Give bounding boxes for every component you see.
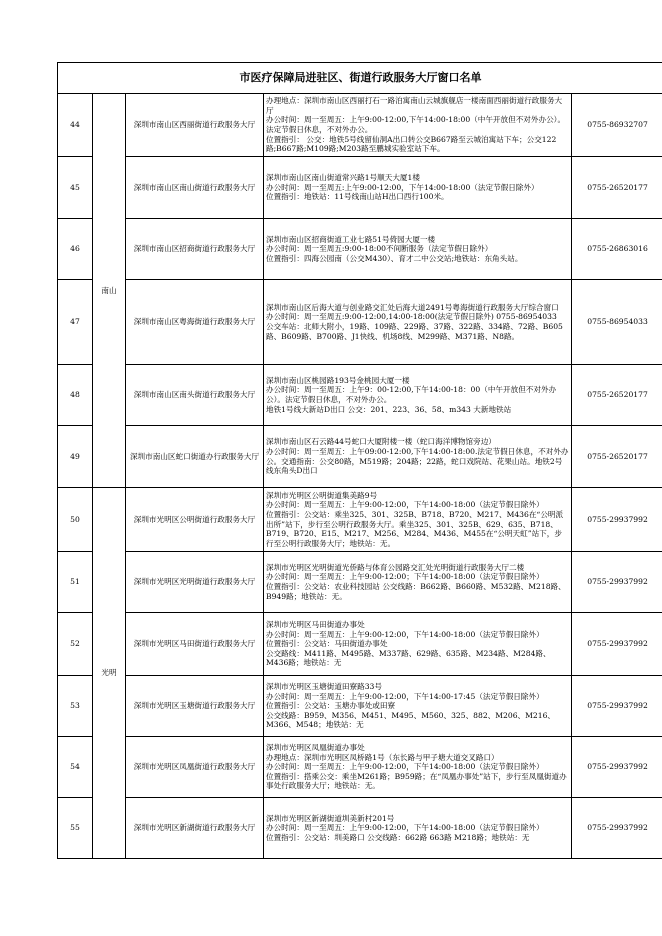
hall-name: 深圳市光明区光明街道行政服务大厅 (126, 552, 264, 613)
detail-line: 办公时间：周一至周五:9:00-18:00不间断服务（法定节假日除外） (266, 244, 493, 254)
phone-number: 0755-29937992 (572, 737, 662, 798)
row-number: 55 (58, 798, 93, 859)
phone-number: 0755-29937992 (572, 552, 662, 613)
table-row (58, 280, 662, 365)
detail-line: 位置指引：公交站：乘坐325、301、325B、B718、B720、M217、M436在“公明派出所”站下，步行至公明行政服务大厅。乘坐325、301、325B、629、635、B718、B719、B720、E15、M217、M256、M284、M436、M455在“公明天虹”站下，步行至公明行政服务大厅；地铁站：无。 (266, 509, 564, 548)
hall-details (264, 676, 572, 737)
table-row (58, 552, 662, 613)
hall-name: 深圳市光明区公明街道行政服务大厅 (126, 488, 264, 552)
detail-line: 办公时间：周一至周五：上午9:00-12:00，下午14:00-18:00（法定节假日除外） (266, 762, 544, 772)
table-row (58, 676, 662, 737)
row-number: 44 (58, 94, 93, 157)
row-number: 49 (58, 426, 93, 488)
table-row (58, 488, 662, 552)
hall-name: 深圳市南山区招商街道行政服务大厅 (126, 219, 264, 280)
hall-details (264, 798, 572, 859)
detail-line: 办公时间：周一至周五:上午9:00-12:00，下午14:00-18:00（法定节假日除外） (266, 182, 539, 192)
detail-line: 深圳市光明区马田街道办事处 (266, 620, 365, 630)
phone-number: 0755-26520177 (572, 365, 662, 426)
phone-number: 0755-86954033 (572, 280, 662, 365)
detail-line: 位置指引：搭乘公交：乘坐M261路；B959路；在“凤凰办事处”站下，步行至凤凰街道办事处行政服务大厅；地铁站：无。 (266, 771, 567, 791)
detail-line: 位置指引：公交站：圳美路口 公交线路：662路 663路 M218路；地铁站：无 (266, 832, 530, 842)
hall-details (264, 157, 572, 219)
row-number: 53 (58, 676, 93, 737)
detail-line: 办公时间：周一至周五：上午9:00-12:00，下午14:00-18:00（法定节假日除外） (266, 629, 544, 639)
hall-details (264, 426, 572, 488)
detail-line: 深圳市南山区石云路44号蛇口大厦附楼一楼（蛇口海洋博物馆旁边） (266, 437, 496, 447)
detail-line: 深圳市光明区新湖街道圳美新村201号 (266, 813, 395, 823)
detail-line: 地铁1号线大新站D出口 公交：201、223、36、58、m343 大新地铁站 (266, 404, 512, 414)
phone-number: 0755-26520177 (572, 157, 662, 219)
district-cell: 南山 (93, 94, 126, 488)
row-number: 50 (58, 488, 93, 552)
hall-name: 深圳市光明区凤凰街道行政服务大厅 (126, 737, 264, 798)
detail-line: 办公时间：周一至周五：上午9:00-12:00；下午14:00-18:00（法定节假日除外） (266, 572, 544, 582)
row-number: 48 (58, 365, 93, 426)
phone-number: 0755-29937992 (572, 676, 662, 737)
table-row (58, 157, 662, 219)
table-row (58, 219, 662, 280)
service-hall-table (57, 62, 662, 859)
row-number: 45 (58, 157, 93, 219)
phone-number: 0755-29937992 (572, 613, 662, 676)
hall-name: 深圳市南山区粤海街道行政服务大厅 (126, 280, 264, 365)
table-row (58, 426, 662, 488)
phone-number: 0755-26520177 (572, 426, 662, 488)
hall-details (264, 488, 572, 552)
hall-name: 深圳市光明区新湖街道行政服务大厅 (126, 798, 264, 859)
hall-name: 深圳市南山区南山街道行政服务大厅 (126, 157, 264, 219)
hall-details (264, 613, 572, 676)
table-row (58, 365, 662, 426)
table-row (58, 94, 662, 157)
hall-name: 深圳市南山区南头街道行政服务大厅 (126, 365, 264, 426)
phone-number: 0755-29937992 (572, 798, 662, 859)
detail-line: 深圳市南山区招商街道工业七路51号倚园大厦一楼 (266, 234, 436, 244)
detail-line: 办公时间：周一至周五：上午9:00-12:00，下午14:00-18:00（法定节假日除外） (266, 823, 544, 833)
hall-details (264, 365, 572, 426)
hall-details (264, 94, 572, 157)
detail-line: 位置指引：地铁站：11号线南山站H出口西行100米。 (266, 192, 449, 202)
hall-name: 深圳市南山区蛇口街道办行政服务大厅 (126, 426, 264, 488)
detail-line: 公交车站：北师大附小，19路、109路、229路、37路、322路、334路、72路、B605路、B609路、B700路、J1快线、机场8线、M299路、M371路、N8路。 (266, 322, 563, 341)
table-title: 市医疗保障局进驻区、街道行政服务大厅窗口名单 (58, 63, 662, 94)
phone-number: 0755-86932707 (572, 94, 662, 157)
detail-line: 办公时间：周一至周五：上午9:00-12:00，下午14:00-17:45（法定节假日除外） (266, 691, 544, 701)
detail-line: 位置指引：公交站：马田街道办事处 (266, 639, 388, 649)
detail-line: 深圳市南山区南山街道常兴路1号顺天大厦1楼 (266, 173, 420, 183)
detail-line: 办公时间：周一至周五：上午9:00-12:00,下午14:00-18:00（中午开放但不对外办公）。法定节假日休息，不对外办公。 (266, 115, 566, 134)
detail-line: 位置指引：公交站：农业科技园站 公交线路：B662路、B660路、M532路、M218路、B949路；地铁站：无。 (266, 582, 566, 601)
detail-line: 位置指引： 公交：地铁5号线留仙洞A出口转公交B667路至云城泊寓站下车；公交122路;B667路;M109路;M203路至鹏城实验室站下车。 (266, 134, 557, 154)
row-number: 46 (58, 219, 93, 280)
row-number: 52 (58, 613, 93, 676)
hall-details (264, 737, 572, 798)
district-cell: 光明 (93, 488, 126, 859)
hall-details (264, 280, 572, 365)
detail-line: 位置指引：公交站：玉塘办事处或田寮 (266, 701, 396, 711)
hall-name: 深圳市南山区西丽街道行政服务大厅 (126, 94, 264, 157)
detail-line: 深圳市南山区桃园路193号金桃园大厦一楼 (266, 375, 410, 385)
hall-name: 深圳市光明区马田街道行政服务大厅 (126, 613, 264, 676)
row-number: 47 (58, 280, 93, 365)
detail-line: 公交路线：M411路、M495路、M337路、629路、635路、M234路、M284路、M436路；地铁站：无 (266, 648, 551, 668)
table-row (58, 798, 662, 859)
detail-line: 深圳市南山区后海大道与创业路交汇处后海大道2491号粤海街道行政服务大厅综合窗口 办公时间：周一至周五:9:00-12:00,14:00-18:00(法定节假日除外) 0755-86954033 (266, 302, 567, 322)
hall-name: 深圳市光明区玉塘街道行政服务大厅 (126, 676, 264, 737)
hall-details (264, 219, 572, 280)
table-row (58, 737, 662, 798)
detail-line: 位置指引：四海公园南（公交M430）、育才二中公交站;地铁站：东角头站。 (266, 253, 523, 263)
detail-line: 深圳市光明区公明街道集美路9号 (266, 490, 378, 500)
detail-line: 深圳市光明区光明街道光侨路与体育公园路交汇处光明街道行政服务大厅二楼 (266, 562, 525, 572)
detail-line: 办理地点：深圳市光明区凤桥路1号（东长路与甲子塘大道交叉路口） (266, 752, 499, 762)
detail-line: 深圳市光明区玉塘街道田寮路33号 (266, 682, 382, 692)
phone-number: 0755-26863016 (572, 219, 662, 280)
detail-line: 深圳市光明区凤凰街道办事处 (266, 743, 365, 753)
row-number: 54 (58, 737, 93, 798)
row-number: 51 (58, 552, 93, 613)
phone-number: 0755-29937992 (572, 488, 662, 552)
table-row (58, 613, 662, 676)
detail-line: 办理地点：深圳市南山区西丽打石一路泊寓南山云城旗舰店一楼南面西丽街道行政服务大厅 (266, 96, 563, 115)
detail-line: 办公时间：周一至周五：上午9：00-12:00,下午14:00-18：00（中午开放但不对外办公）。法定节假日休息，不对外办公。 (266, 385, 557, 404)
detail-line: 办公时间：周一至周五：上午09:00-12:00,下午14:00-18:00.法定节假日休息，不对外办公。交通指南：公交80路，M519路；204路；22路，蛇口戏院站、花果山站。地铁2号线东角头D出口 (266, 446, 569, 476)
hall-details (264, 552, 572, 613)
detail-line: 公交线路：B959、M356、M451、M495、M560、325、882、M206、M216、M366、M548；地铁站：无 (266, 710, 555, 730)
detail-line: 办公时间：周一至周五：上午9:00-12:00，下午14:00-18:00（法定节假日除外） (266, 500, 544, 510)
